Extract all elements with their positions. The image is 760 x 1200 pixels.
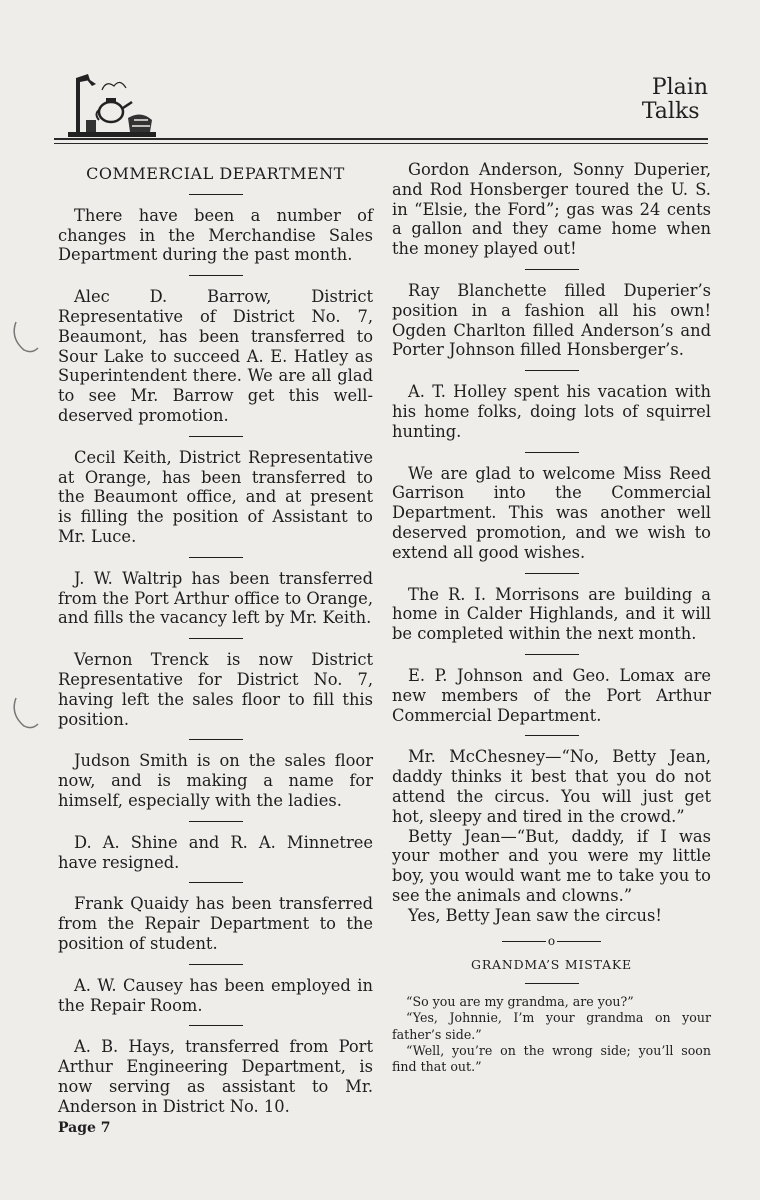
paragraph: Cecil Keith, District Representative at Orange, has been transferred to the Beaumont office, and at present is filling the position of Assistant to Mr. Luce. bbox=[58, 447, 373, 546]
separator bbox=[525, 452, 579, 453]
separator bbox=[189, 557, 243, 558]
paragraph: A. T. Holley spent his vacation with his home folks, doing lots of squirrel hunting. bbox=[392, 382, 711, 441]
left-column bbox=[58, 160, 373, 1116]
header-rule bbox=[54, 138, 708, 140]
paragraph: Gordon Anderson, Sonny Duperier, and Rod Honsberger toured the U. S. in “Elsie, the Ford”; gas was 24 cents a gallon and they came home when the money played out! bbox=[392, 160, 711, 259]
paragraph: J. W. Waltrip has been transferred from the Port Arthur office to Orange, and fills the vacancy left by Mr. Keith. bbox=[58, 568, 373, 628]
magazine-title bbox=[642, 76, 708, 124]
paragraph: Alec D. Barrow, District Representative of District No. 7, Beaumont, has been transferred to Sour Lake to succeed A. E. Hatley as Superintendent there. We are all glad to see Mr. Barrow get this well-deserved promotion. bbox=[58, 287, 373, 425]
separator bbox=[189, 739, 243, 740]
story-line: “Well, you’re on the wrong side; you’ll soon find that out.” bbox=[392, 1042, 711, 1074]
hearth-lamp-teapot-icon bbox=[66, 70, 158, 140]
dialogue-line: Mr. McChesney—“No, Betty Jean, daddy thinks it best that you do not attend the circus. You will just get hot, sleepy and tired in the crowd.” bbox=[392, 747, 711, 826]
title-line-1: Plain bbox=[651, 75, 708, 100]
separator bbox=[189, 638, 243, 639]
story-line: “So you are my grandma, are you?” bbox=[406, 994, 634, 1010]
story-heading: GRANDMA’S MISTAKE bbox=[471, 957, 632, 973]
separator bbox=[525, 735, 579, 736]
page-number: Page 7 bbox=[58, 1120, 111, 1136]
paragraph: Judson Smith is on the sales floor now, and is making a name for himself, especially with the ladies. bbox=[58, 751, 373, 810]
separator bbox=[525, 269, 579, 270]
header-rule-thin bbox=[54, 143, 708, 144]
title-line-2: Talks bbox=[641, 99, 700, 124]
paragraph: E. P. Johnson and Geo. Lomax are new members of the Port Arthur Commercial Department. bbox=[392, 665, 711, 725]
paragraph: A. B. Hays, transferred from Port Arthur Engineering Department, is now serving as assistant to Mr. Anderson in District No. 10. bbox=[58, 1037, 373, 1116]
paragraph: D. A. Shine and R. A. Minnetree have resigned. bbox=[58, 832, 373, 872]
ornament-rule bbox=[392, 932, 711, 952]
story bbox=[392, 994, 711, 1075]
paragraph: We are glad to welcome Miss Reed Garrison into the Commercial Department. This was another well deserved promotion, and we wish to extend all good wishes. bbox=[392, 463, 711, 562]
paragraph: Vernon Trenck is now District Representative for District No. 7, having left the sales floor to fill this position. bbox=[58, 650, 373, 729]
ornament: o bbox=[547, 933, 556, 948]
binding-hole-mark bbox=[10, 318, 40, 358]
separator bbox=[525, 654, 579, 655]
separator bbox=[189, 436, 243, 437]
paragraph: There have been a number of changes in the Merchandise Sales Department during the past month. bbox=[58, 205, 373, 265]
separator bbox=[189, 882, 243, 883]
separator bbox=[189, 964, 243, 965]
paragraph: The R. I. Morrisons are building a home in Calder Highlands, and it will be completed within the next month. bbox=[392, 584, 711, 644]
paragraph: Frank Quaidy has been transferred from the Repair Department to the position of student. bbox=[58, 894, 373, 953]
separator bbox=[525, 573, 579, 574]
dialogue-line: Betty Jean—“But, daddy, if I was your mother and you were my little boy, you would want me to take you to see the animals and clowns.” bbox=[392, 826, 711, 905]
paragraph: A. W. Causey has been employed in the Repair Room. bbox=[58, 975, 373, 1015]
separator bbox=[189, 194, 243, 195]
separator bbox=[525, 983, 579, 984]
story-line: “Yes, Johnnie, I’m your grandma on your father’s side.” bbox=[392, 1010, 711, 1042]
section-heading: COMMERCIAL DEPARTMENT bbox=[86, 164, 345, 183]
paragraph: Ray Blanchette filled Duperier’s position in a fashion all his own! Ogden Charlton filled Anderson’s and Porter Johnson filled Honsberger’s. bbox=[392, 280, 711, 360]
right-column bbox=[392, 160, 711, 1075]
separator bbox=[189, 1025, 243, 1026]
dialogue-line: Yes, Betty Jean saw the circus! bbox=[408, 905, 662, 925]
binding-hole-mark bbox=[10, 694, 40, 734]
separator bbox=[525, 370, 579, 371]
separator bbox=[189, 821, 243, 822]
separator bbox=[189, 275, 243, 276]
